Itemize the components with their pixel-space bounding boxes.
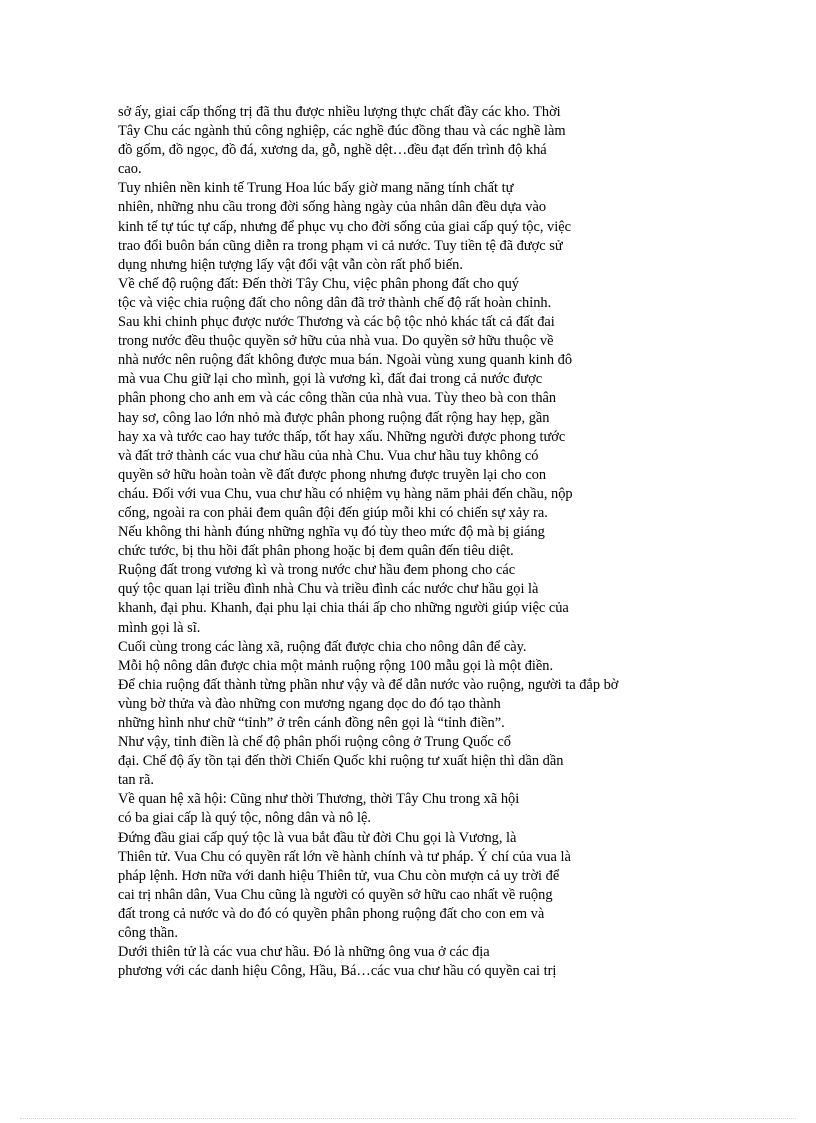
text-line: sở ấy, giai cấp thống trị đã thu được nhiều lượng thực chất đầy các kho. Thời (118, 104, 561, 120)
text-line: Về chế độ ruộng đất: Đến thời Tây Chu, việc phân phong đất cho quý (118, 275, 519, 292)
text-line: trong nước đều thuộc quyền sở hữu của nhà vua. Do quyền sở hữu thuộc về (118, 333, 554, 350)
text-line: tộc và việc chia ruộng đất cho nông dân đã trở thành chế độ rất hoàn chỉnh. (118, 294, 552, 311)
text-line: Đứng đầu giai cấp quý tộc là vua bắt đầu từ đời Chu gọi là Vương, là (118, 829, 517, 846)
text-line: Tây Chu các ngành thủ công nghiệp, các nghề đúc đồng thau và các nghề làm (118, 123, 566, 140)
text-line: nhà nước nên ruộng đất không được mua bán. Ngoài vùng xung quanh kinh đô (118, 352, 573, 369)
text-line: quyền sở hữu hoàn toàn về đất được phong nhưng được truyền lại cho con (118, 466, 547, 483)
text-line: chức tước, bị thu hồi đất phân phong hoặc bị đem quân đến tiêu diệt. (118, 543, 514, 560)
text-line: Như vậy, tỉnh điền là chế độ phân phối ruộng công ở Trung Quốc cổ (118, 734, 511, 751)
text-line: Tuy nhiên nền kinh tế Trung Hoa lúc bấy giờ mang năng tính chất tự (118, 180, 514, 197)
text-line: phân phong cho anh em và các công thần của nhà vua. Tùy theo bà con thân (118, 390, 557, 407)
text-line: Thiên tử. Vua Chu có quyền rất lớn về hành chính và tư pháp. Ý chí của vua là (118, 848, 571, 865)
text-line: và đất trở thành các vua chư hầu của nhà Chu. Vua chư hầu tuy không có (118, 447, 539, 464)
text-line: hay sơ, công lao lớn nhỏ mà được phân phong ruộng đất rộng hay hẹp, gần (118, 409, 550, 426)
text-line: Cuối cùng trong các làng xã, ruộng đất được chia cho nông dân để cày. (118, 638, 527, 655)
text-line: phương với các danh hiệu Công, Hầu, Bá…các vua chư hầu có quyền cai trị (118, 963, 557, 980)
text-line: đại. Chế độ ấy tồn tại đến thời Chiến Quốc khi ruộng tư xuất hiện thì dần dần (118, 753, 564, 770)
text-line: cai trị nhân dân, Vua Chu cũng là người có quyền sở hữu cao nhất về ruộng (118, 886, 553, 903)
text-line: những hình như chữ “tỉnh” ở trên cánh đồng nên gọi là “tỉnh điền”. (118, 715, 505, 731)
page-bottom-divider (20, 1118, 796, 1119)
text-line: cống, ngoài ra con phải đem quân đội đến giúp mỗi khi có chiến sự xảy ra. (118, 504, 548, 521)
text-line: dụng nhưng hiện tượng lấy vật đổi vật vẫn còn rất phổ biến. (118, 256, 463, 273)
text-line: Nếu không thi hành đúng những nghĩa vụ đó tùy theo mức độ mà bị giáng (118, 524, 545, 541)
text-line: mà vua Chu giữ lại cho mình, gọi là vương kì, đất đai trong cả nước được (118, 371, 543, 388)
text-line: Để chia ruộng đất thành từng phần như vậy và để dẫn nước vào ruộng, người ta đắp bờ (118, 676, 619, 693)
text-line: mình gọi là sĩ. (118, 619, 201, 636)
text-line: Về quan hệ xã hội: Cũng như thời Thương, thời Tây Chu trong xã hội (118, 791, 520, 808)
text-line: Ruộng đất trong vương kì và trong nước chư hầu đem phong cho các (118, 562, 516, 579)
text-line: kinh tế tự túc tự cấp, nhưng để phục vụ cho đời sống của giai cấp quý tộc, việc (118, 218, 572, 235)
text-line: hay xa và tước cao hay tước thấp, tốt hay xấu. Những người được phong tước (118, 428, 566, 445)
text-line: công thần. (118, 925, 178, 942)
text-line: cao. (118, 161, 142, 178)
text-line: vùng bờ thửa và đào những con mương ngang dọc do đó tạo thành (118, 695, 501, 712)
text-line: Dưới thiên tử là các vua chư hầu. Đó là những ông vua ở các địa (118, 944, 490, 961)
text-line: Sau khi chinh phục được nước Thương và các bộ tộc nhỏ khác tất cả đất đai (118, 314, 555, 331)
text-line: quý tộc quan lại triều đình nhà Chu và triều đình các nước chư hầu gọi là (118, 581, 539, 598)
text-line: pháp lệnh. Hơn nữa với danh hiệu Thiên tử, vua Chu còn mượn cả uy trời để (118, 867, 560, 884)
text-line: cháu. Đối với vua Chu, vua chư hầu có nhiệm vụ hàng năm phải đến chầu, nộp (118, 485, 573, 502)
text-line: trao đổi buôn bán cũng diễn ra trong phạm vi cả nước. Tuy tiền tệ đã được sử (118, 237, 563, 254)
text-line: khanh, đại phu. Khanh, đại phu lại chia thái ấp cho những người giúp việc của (118, 600, 569, 617)
body-text (118, 103, 678, 981)
text-line: có ba giai cấp là quý tộc, nông dân và nô lệ. (118, 810, 371, 827)
text-line: tan rã. (118, 772, 154, 789)
text-line: đồ gốm, đồ ngọc, đồ đá, xương da, gỗ, nghề dệt…đều đạt đến trình độ khá (118, 142, 547, 159)
text-line: Mỗi hộ nông dân được chia một mảnh ruộng rộng 100 mẫu gọi là một điền. (118, 657, 554, 674)
text-line: nhiên, những nhu cầu trong đời sống hàng ngày của nhân dân đều dựa vào (118, 199, 547, 216)
text-line: đất trong cả nước và do đó có quyền phân phong ruộng đất cho con em và (118, 905, 545, 922)
